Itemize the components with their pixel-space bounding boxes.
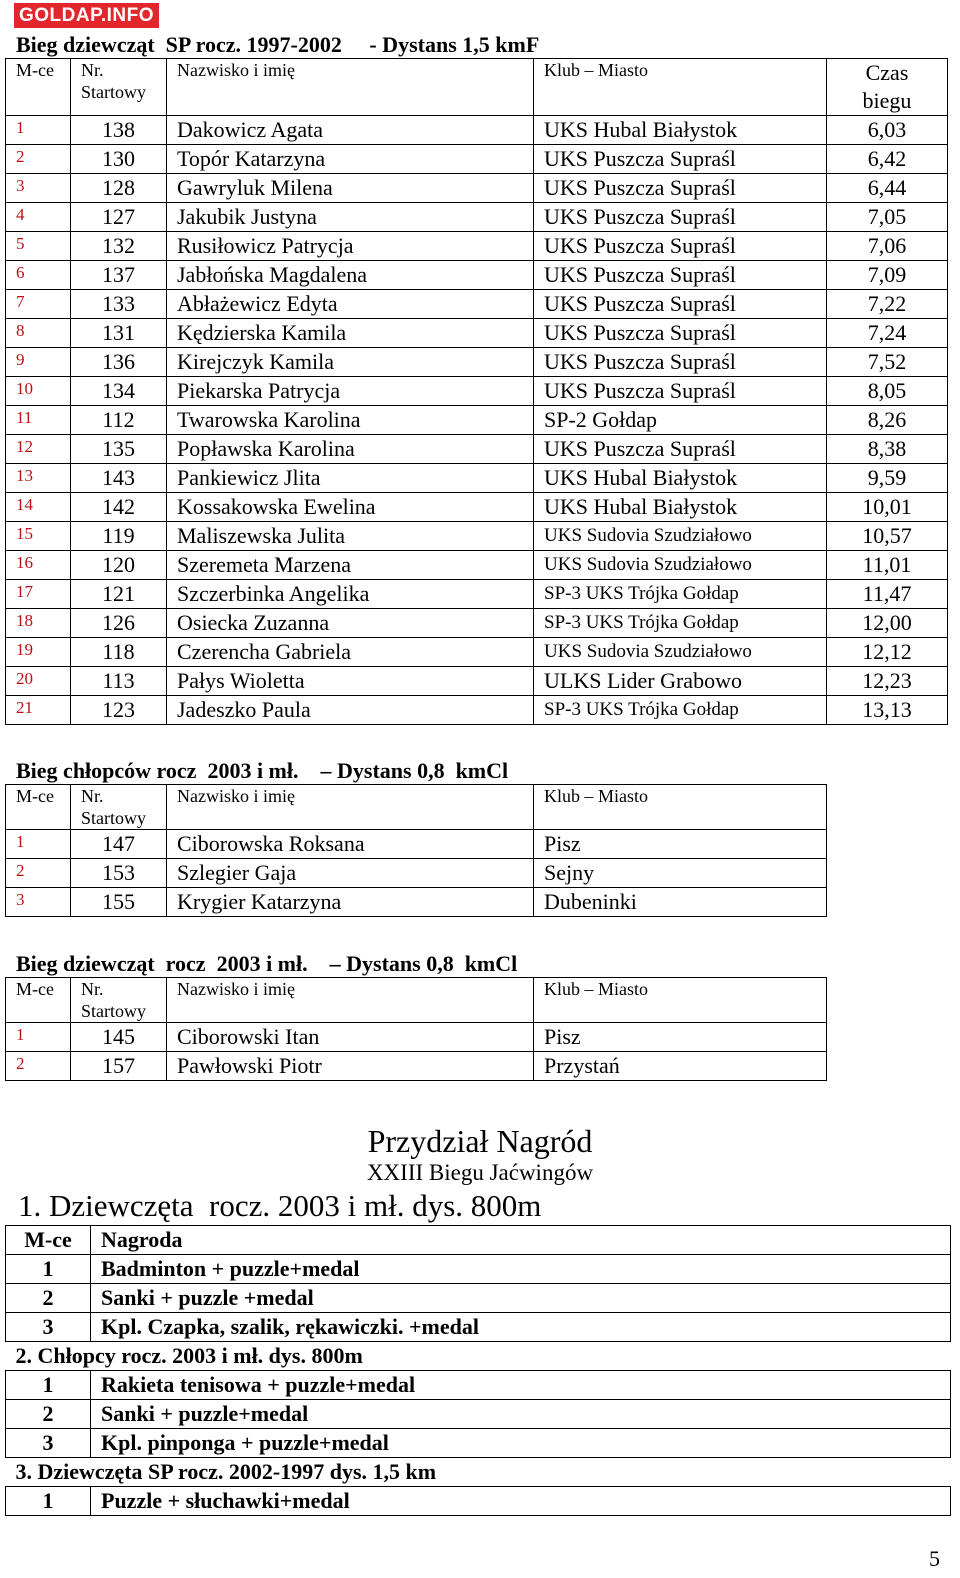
award-prize: Sanki + puzzle+medal: [91, 1400, 951, 1429]
name-cell: Jadeszko Paula: [167, 696, 534, 725]
awards-table: [5, 1225, 951, 1516]
awards-category-2-title: 2. Chłopcy rocz. 2003 i mł. dys. 800m: [15, 1343, 363, 1368]
club-cell: UKS Puszcza Supraśl: [534, 319, 827, 348]
start-number-cell: 131: [71, 319, 167, 348]
time-cell: 13,13: [827, 696, 948, 725]
club-cell: UKS Hubal Białystok: [534, 464, 827, 493]
place-cell: 15: [6, 522, 71, 551]
table-row: [6, 1023, 827, 1052]
start-number-cell: 126: [71, 609, 167, 638]
time-cell: 8,38: [827, 435, 948, 464]
club-cell: Pisz: [534, 1023, 827, 1052]
place-cell: 2: [6, 859, 71, 888]
club-cell: Sejny: [534, 859, 827, 888]
table-row: [6, 348, 948, 377]
award-section-row: [6, 1458, 951, 1487]
header-club: Klub – Miasto: [534, 59, 827, 116]
table-row: [6, 830, 827, 859]
club-cell: SP-3 UKS Trójka Gołdap: [534, 580, 827, 609]
header-name: Nazwisko i imię: [167, 978, 534, 1023]
award-place: 3: [6, 1429, 91, 1458]
awards-title: Przydział Nagród: [367, 1123, 593, 1159]
name-cell: Abłażewicz Edyta: [167, 290, 534, 319]
header-club: Klub – Miasto: [534, 785, 827, 830]
place-cell: 12: [6, 435, 71, 464]
table-header-row: [6, 785, 827, 830]
place-cell: 14: [6, 493, 71, 522]
start-number-cell: 123: [71, 696, 167, 725]
start-number-cell: 147: [71, 830, 167, 859]
name-cell: Ciborowska Roksana: [167, 830, 534, 859]
results-table-girls-2003: [5, 977, 827, 1081]
time-cell: 12,00: [827, 609, 948, 638]
awards-subtitle: XXIII Biegu Jaćwingów: [366, 1160, 594, 1185]
award-prize: Sanki + puzzle +medal: [91, 1284, 951, 1313]
section-3-heading: Bieg dziewcząt rocz 2003 i mł. – Dystans 0,8 kmCl: [16, 951, 518, 976]
place-cell: 1: [6, 830, 71, 859]
club-cell: UKS Puszcza Supraśl: [534, 232, 827, 261]
header-place: M-ce: [6, 785, 71, 830]
start-number-cell: 135: [71, 435, 167, 464]
start-number-cell: 128: [71, 174, 167, 203]
award-place: 1: [6, 1487, 91, 1516]
table-row: [6, 116, 948, 145]
name-cell: Kirejczyk Kamila: [167, 348, 534, 377]
name-cell: Topór Katarzyna: [167, 145, 534, 174]
name-cell: Pałys Wioletta: [167, 667, 534, 696]
table-row: [6, 406, 948, 435]
table-row: [6, 435, 948, 464]
awards-header-prize: Nagroda: [91, 1226, 951, 1255]
start-number-cell: 157: [71, 1052, 167, 1081]
place-cell: 8: [6, 319, 71, 348]
start-number-cell: 130: [71, 145, 167, 174]
award-prize: Kpl. Czapka, szalik, rękawiczki. +medal: [91, 1313, 951, 1342]
place-cell: 13: [6, 464, 71, 493]
table-row: [6, 859, 827, 888]
table-row: [6, 638, 948, 667]
club-cell: Przystań: [534, 1052, 827, 1081]
time-cell: 6,03: [827, 116, 948, 145]
time-cell: 8,26: [827, 406, 948, 435]
place-cell: 11: [6, 406, 71, 435]
start-number-cell: 132: [71, 232, 167, 261]
header-name: Nazwisko i imię: [167, 785, 534, 830]
start-number-cell: 155: [71, 888, 167, 917]
place-cell: 3: [6, 888, 71, 917]
place-cell: 17: [6, 580, 71, 609]
page-number: 5: [929, 1546, 940, 1571]
award-place: 3: [6, 1313, 91, 1342]
start-number-cell: 127: [71, 203, 167, 232]
club-cell: UKS Sudovia Szudziałowo: [534, 551, 827, 580]
table-row: [6, 319, 948, 348]
time-cell: 7,52: [827, 348, 948, 377]
header-start-number: Nr. Startowy: [71, 59, 167, 116]
table-row: [6, 261, 948, 290]
place-cell: 2: [6, 145, 71, 174]
club-cell: UKS Hubal Białystok: [534, 116, 827, 145]
name-cell: Popławska Karolina: [167, 435, 534, 464]
place-cell: 2: [6, 1052, 71, 1081]
table-header-row: [6, 59, 948, 116]
award-place: 2: [6, 1284, 91, 1313]
section-1-heading: Bieg dziewcząt SP rocz. 1997-2002 - Dystans 1,5 kmF: [16, 32, 540, 57]
name-cell: Twarowska Karolina: [167, 406, 534, 435]
start-number-cell: 143: [71, 464, 167, 493]
time-cell: 7,24: [827, 319, 948, 348]
award-prize: Puzzle + słuchawki+medal: [91, 1487, 951, 1516]
awards-category-3-title: 3. Dziewczęta SP rocz. 2002-1997 dys. 1,5 km: [15, 1459, 437, 1484]
header-place: M-ce: [6, 978, 71, 1023]
name-cell: Kędzierska Kamila: [167, 319, 534, 348]
results-table-boys-2003: [5, 784, 827, 917]
place-cell: 7: [6, 290, 71, 319]
award-prize: Rakieta tenisowa + puzzle+medal: [91, 1371, 951, 1400]
award-row: [6, 1255, 951, 1284]
site-logo[interactable]: GOLDAP.INFO: [14, 3, 159, 28]
club-cell: UKS Sudovia Szudziałowo: [534, 522, 827, 551]
name-cell: Rusiłowicz Patrycja: [167, 232, 534, 261]
place-cell: 18: [6, 609, 71, 638]
time-cell: 11,01: [827, 551, 948, 580]
name-cell: Szeremeta Marzena: [167, 551, 534, 580]
name-cell: Szlegier Gaja: [167, 859, 534, 888]
start-number-cell: 134: [71, 377, 167, 406]
start-number-cell: 136: [71, 348, 167, 377]
award-row: [6, 1313, 951, 1342]
time-cell: 6,44: [827, 174, 948, 203]
place-cell: 21: [6, 696, 71, 725]
award-place: 1: [6, 1255, 91, 1284]
time-cell: 10,01: [827, 493, 948, 522]
header-start-number: Nr. Startowy: [71, 785, 167, 830]
start-number-cell: 145: [71, 1023, 167, 1052]
time-cell: 10,57: [827, 522, 948, 551]
place-cell: 3: [6, 174, 71, 203]
start-number-cell: 112: [71, 406, 167, 435]
table-header-row: [6, 978, 827, 1023]
header-start-number: Nr. Startowy: [71, 978, 167, 1023]
time-cell: 11,47: [827, 580, 948, 609]
table-row: [6, 232, 948, 261]
award-place: 1: [6, 1371, 91, 1400]
table-row: [6, 203, 948, 232]
place-cell: 5: [6, 232, 71, 261]
time-cell: 7,09: [827, 261, 948, 290]
club-cell: UKS Puszcza Supraśl: [534, 377, 827, 406]
name-cell: Piekarska Patrycja: [167, 377, 534, 406]
table-row: [6, 551, 948, 580]
club-cell: UKS Puszcza Supraśl: [534, 348, 827, 377]
place-cell: 10: [6, 377, 71, 406]
club-cell: UKS Puszcza Supraśl: [534, 435, 827, 464]
table-row: [6, 290, 948, 319]
club-cell: SP-3 UKS Trójka Gołdap: [534, 609, 827, 638]
awards-header-row: [6, 1226, 951, 1255]
name-cell: Krygier Katarzyna: [167, 888, 534, 917]
results-table-girls-sp: [5, 58, 948, 725]
awards-category-1-title: 1. Dziewczęta rocz. 2003 i mł. dys. 800m: [18, 1188, 542, 1223]
time-cell: 7,05: [827, 203, 948, 232]
club-cell: UKS Puszcza Supraśl: [534, 290, 827, 319]
club-cell: Pisz: [534, 830, 827, 859]
table-row: [6, 377, 948, 406]
award-section-row: [6, 1342, 951, 1371]
name-cell: Osiecka Zuzanna: [167, 609, 534, 638]
table-row: [6, 667, 948, 696]
start-number-cell: 113: [71, 667, 167, 696]
place-cell: 9: [6, 348, 71, 377]
award-prize: Kpl. pinponga + puzzle+medal: [91, 1429, 951, 1458]
start-number-cell: 121: [71, 580, 167, 609]
start-number-cell: 138: [71, 116, 167, 145]
club-cell: Dubeninki: [534, 888, 827, 917]
award-row: [6, 1400, 951, 1429]
place-cell: 4: [6, 203, 71, 232]
club-cell: UKS Puszcza Supraśl: [534, 174, 827, 203]
award-prize: Badminton + puzzle+medal: [91, 1255, 951, 1284]
header-place: M-ce: [6, 59, 71, 116]
time-cell: 7,06: [827, 232, 948, 261]
start-number-cell: 119: [71, 522, 167, 551]
awards-header-place: M-ce: [6, 1226, 91, 1255]
name-cell: Gawryluk Milena: [167, 174, 534, 203]
name-cell: Maliszewska Julita: [167, 522, 534, 551]
table-row: [6, 609, 948, 638]
name-cell: Pawłowski Piotr: [167, 1052, 534, 1081]
award-row: [6, 1371, 951, 1400]
table-row: [6, 888, 827, 917]
place-cell: 20: [6, 667, 71, 696]
place-cell: 16: [6, 551, 71, 580]
table-row: [6, 522, 948, 551]
start-number-cell: 118: [71, 638, 167, 667]
time-cell: 9,59: [827, 464, 948, 493]
start-number-cell: 142: [71, 493, 167, 522]
name-cell: Czerencha Gabriela: [167, 638, 534, 667]
place-cell: 6: [6, 261, 71, 290]
name-cell: Pankiewicz Jlita: [167, 464, 534, 493]
section-2-heading: Bieg chłopców rocz 2003 i mł. – Dystans 0,8 kmCl: [16, 758, 509, 783]
start-number-cell: 120: [71, 551, 167, 580]
header-name: Nazwisko i imię: [167, 59, 534, 116]
club-cell: UKS Hubal Białystok: [534, 493, 827, 522]
table-row: [6, 696, 948, 725]
club-cell: SP-3 UKS Trójka Gołdap: [534, 696, 827, 725]
award-row: [6, 1284, 951, 1313]
name-cell: Kossakowska Ewelina: [167, 493, 534, 522]
table-row: [6, 464, 948, 493]
award-row: [6, 1429, 951, 1458]
table-row: [6, 1052, 827, 1081]
start-number-cell: 153: [71, 859, 167, 888]
table-row: [6, 174, 948, 203]
start-number-cell: 133: [71, 290, 167, 319]
place-cell: 1: [6, 116, 71, 145]
club-cell: UKS Puszcza Supraśl: [534, 261, 827, 290]
name-cell: Jabłońska Magdalena: [167, 261, 534, 290]
name-cell: Jakubik Justyna: [167, 203, 534, 232]
place-cell: 1: [6, 1023, 71, 1052]
award-row: [6, 1487, 951, 1516]
club-cell: SP-2 Gołdap: [534, 406, 827, 435]
start-number-cell: 137: [71, 261, 167, 290]
time-cell: 12,23: [827, 667, 948, 696]
award-place: 2: [6, 1400, 91, 1429]
club-cell: UKS Puszcza Supraśl: [534, 203, 827, 232]
time-cell: 8,05: [827, 377, 948, 406]
club-cell: UKS Puszcza Supraśl: [534, 145, 827, 174]
header-time: Czas biegu: [827, 59, 948, 116]
time-cell: 7,22: [827, 290, 948, 319]
table-row: [6, 580, 948, 609]
name-cell: Szczerbinka Angelika: [167, 580, 534, 609]
name-cell: Ciborowski Itan: [167, 1023, 534, 1052]
club-cell: ULKS Lider Grabowo: [534, 667, 827, 696]
time-cell: 12,12: [827, 638, 948, 667]
table-row: [6, 493, 948, 522]
club-cell: UKS Sudovia Szudziałowo: [534, 638, 827, 667]
place-cell: 19: [6, 638, 71, 667]
time-cell: 6,42: [827, 145, 948, 174]
table-row: [6, 145, 948, 174]
name-cell: Dakowicz Agata: [167, 116, 534, 145]
header-club: Klub – Miasto: [534, 978, 827, 1023]
